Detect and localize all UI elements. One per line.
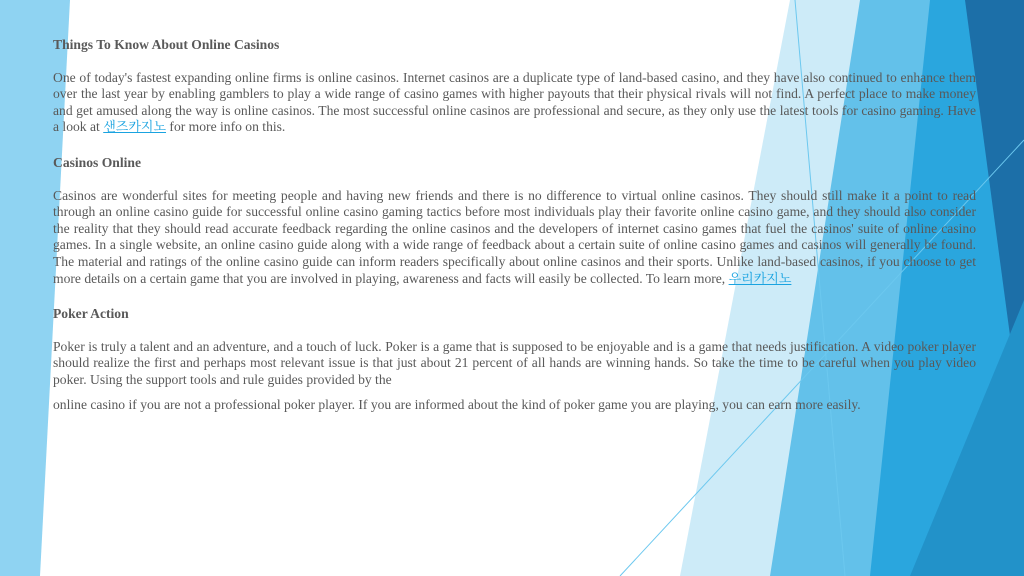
section-heading-casinos-online: Casinos Online [53, 154, 142, 170]
intro-text: One of today's fastest expanding online firms is online casinos. Internet casinos are a duplicate type of land-based casino, and they have also continued to enhance them over the last year by enabling gamblers to play a wide range of casino games with higher payouts that their physical rivals will not find. A perfect place to make money and get amused along the way is online casinos. The most successful online casinos are professional and secure, as they only use the latest tools for casino gaming. Have a look at [53, 69, 976, 135]
poker-action-paragraph: Poker is truly a talent and an adventure, and a touch of luck. Poker is a game that is supposed to be enjoyable and is a game that needs justification. A video poker player should realize the first and perhaps most relevant issue is that just about 21 percent of all hands are winning hands. So take the time to be careful when you play video poker. Using the support tools and rule guides provided by the [53, 338, 976, 387]
woori-casino-link[interactable]: 우리카지노 [728, 271, 792, 287]
page-title: Things To Know About Online Casinos [53, 37, 280, 52]
sands-casino-link[interactable]: 샌즈카지노 [103, 120, 167, 136]
intro-paragraph [53, 70, 976, 137]
article [53, 37, 976, 431]
section-heading-poker-action: Poker Action [53, 306, 129, 322]
casinos-online-text: Casinos are wonderful sites for meeting people and having new friends and there is no difference to virtual online casinos. They should still make it a point to read through an online casino guide for successful online casino gaming tactics before most individuals play their favorite online casino game, and they should also consider the reality that they should read accurate feedback regarding the online casinos and the developers of internet casino games that fuel the casinos' suite of online casino games. In a single website, an online casino guide along with a wide range of feedback about a certain suite of online casino games and casinos will generally be found. The material and ratings of the online casino guide can inform readers specifically about online casinos and their sports. Unlike land-based casinos, if you choose to get more details on a certain game that you are involved in playing, awareness and facts will easily be collected. To learn more, [53, 187, 976, 286]
poker-action-paragraph-continued: online casino if you are not a professional poker player. If you are informed about the kind of poker game you are playing, you can earn more easily. [53, 396, 861, 412]
intro-text-after: for more info on this. [169, 119, 286, 135]
casinos-online-paragraph [53, 188, 976, 289]
